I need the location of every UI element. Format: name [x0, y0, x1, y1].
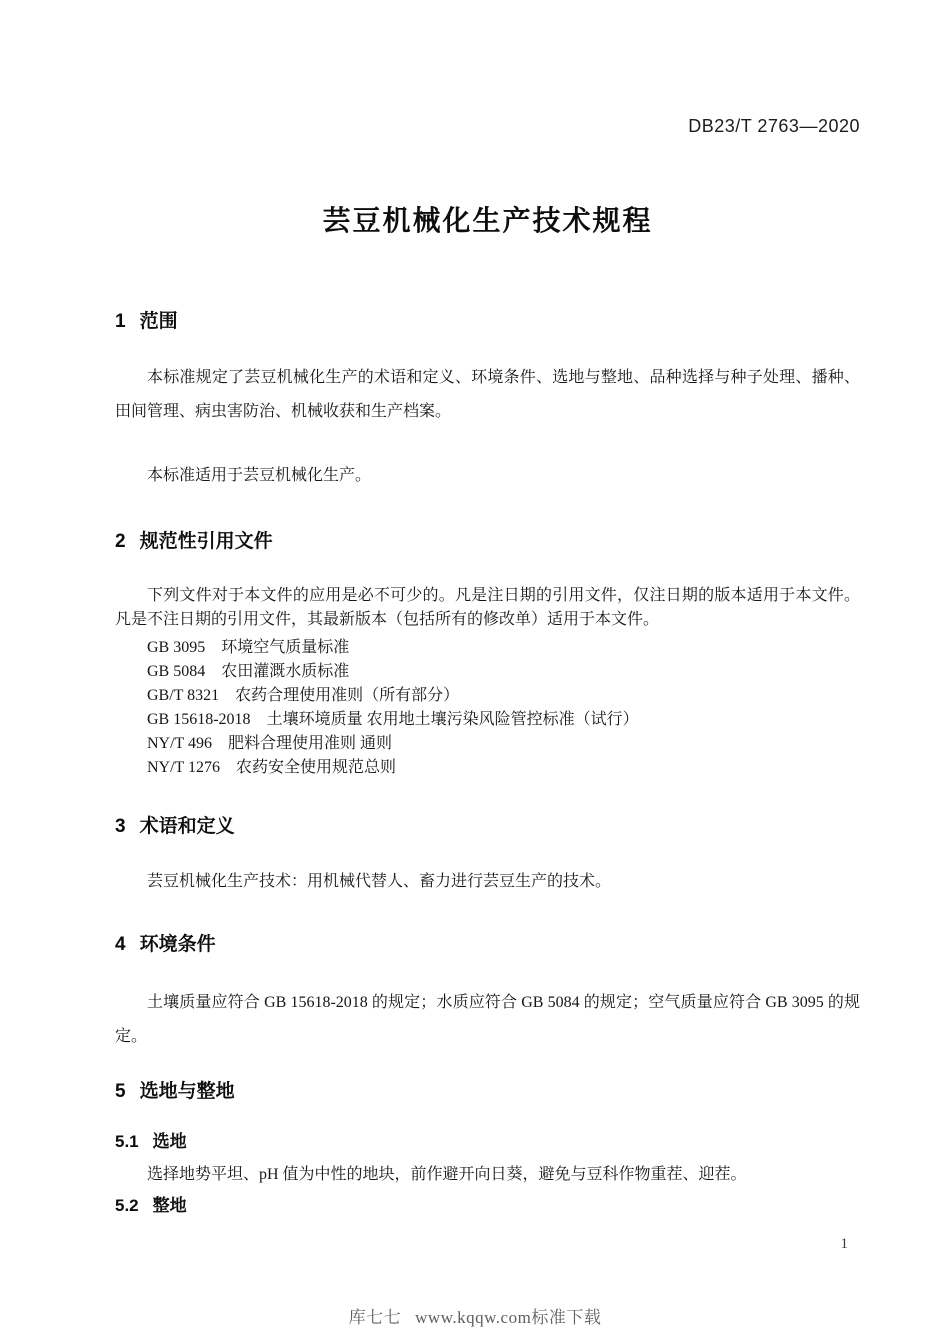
footer-brand: 库七七	[348, 1308, 402, 1327]
document-title: 芸豆机械化生产技术规程	[322, 205, 653, 236]
section-title: 术语和定义	[139, 816, 235, 837]
paragraph-land-select: 选择地势平坦、pH 值为中性的地块，前作避开向日葵，避免与豆科作物重茬、迎茬。	[147, 1166, 747, 1183]
reference-code: GB 5084	[147, 663, 206, 680]
reference-title: 环境空气质量标准	[221, 639, 350, 656]
paragraph-normative-intro: 下列文件对于本文件的应用是必不可少的。凡是注日期的引用文件，仅注日期的版本适用于本文件。凡是不注日期的引用文件，其最新版本（包括所有的修改单）适用于本文件。	[115, 587, 860, 628]
paragraph-scope-2: 本标准适用于芸豆机械化生产。	[147, 467, 372, 484]
footer-download-text: www.kqqw.com标准下载	[415, 1308, 602, 1327]
section-heading-land	[115, 1080, 860, 1104]
reference-item	[115, 660, 860, 684]
section-heading-scope	[115, 310, 860, 334]
reference-code: NY/T 1276	[147, 759, 221, 776]
document-body	[115, 0, 860, 1217]
section-number: 5	[115, 1081, 126, 1102]
reference-list	[115, 636, 860, 780]
section-number: 2	[115, 531, 126, 552]
reference-title: 农田灌溉水质标准	[221, 663, 350, 680]
reference-item	[115, 684, 860, 708]
paragraph-terms: 芸豆机械化生产技术：用机械代替人、畜力进行芸豆生产的技术。	[147, 873, 612, 890]
paragraph-scope-1: 本标准规定了芸豆机械化生产的术语和定义、环境条件、选地与整地、品种选择与种子处理、播种、田间管理、病虫害防治、机械收获和生产档案。	[115, 369, 860, 420]
section-title: 范围	[139, 311, 178, 332]
reference-title: 土壤环境质量 农用地土壤污染风险管控标准（试行）	[266, 711, 639, 728]
footer-watermark	[0, 1303, 950, 1328]
subsection-number: 5.1	[115, 1132, 139, 1151]
reference-title: 农药安全使用规范总则	[236, 759, 397, 776]
reference-item	[115, 636, 860, 660]
section-heading-normative-references	[115, 530, 860, 554]
reference-title: 肥料合理使用准则 通则	[228, 735, 393, 752]
standard-code: DB23/T 2763—2020	[688, 116, 860, 136]
section-number: 1	[115, 311, 126, 332]
reference-item	[115, 708, 860, 732]
section-number: 4	[115, 934, 126, 955]
reference-code: GB 3095	[147, 639, 206, 656]
subsection-heading-land-prepare	[115, 1195, 860, 1217]
section-title: 规范性引用文件	[139, 531, 273, 552]
reference-code: NY/T 496	[147, 735, 213, 752]
reference-code: GB/T 8321	[147, 687, 220, 704]
subsection-number: 5.2	[115, 1196, 139, 1215]
section-heading-environment	[115, 933, 860, 957]
section-title: 选地与整地	[139, 1081, 235, 1102]
subsection-heading-land-select	[115, 1131, 860, 1153]
section-number: 3	[115, 816, 126, 837]
reference-code: GB 15618-2018	[147, 711, 251, 728]
reference-item	[115, 732, 860, 756]
page-number: 1	[840, 1236, 848, 1252]
subsection-title: 整地	[152, 1196, 187, 1215]
reference-item	[115, 756, 860, 780]
subsection-title: 选地	[152, 1132, 187, 1151]
section-title: 环境条件	[139, 934, 216, 955]
reference-title: 农药合理使用准则（所有部分）	[235, 687, 460, 704]
paragraph-environment: 土壤质量应符合 GB 15618-2018 的规定；水质应符合 GB 5084 的规定；空气质量应符合 GB 3095 的规定。	[115, 994, 860, 1045]
section-heading-terms	[115, 815, 860, 839]
